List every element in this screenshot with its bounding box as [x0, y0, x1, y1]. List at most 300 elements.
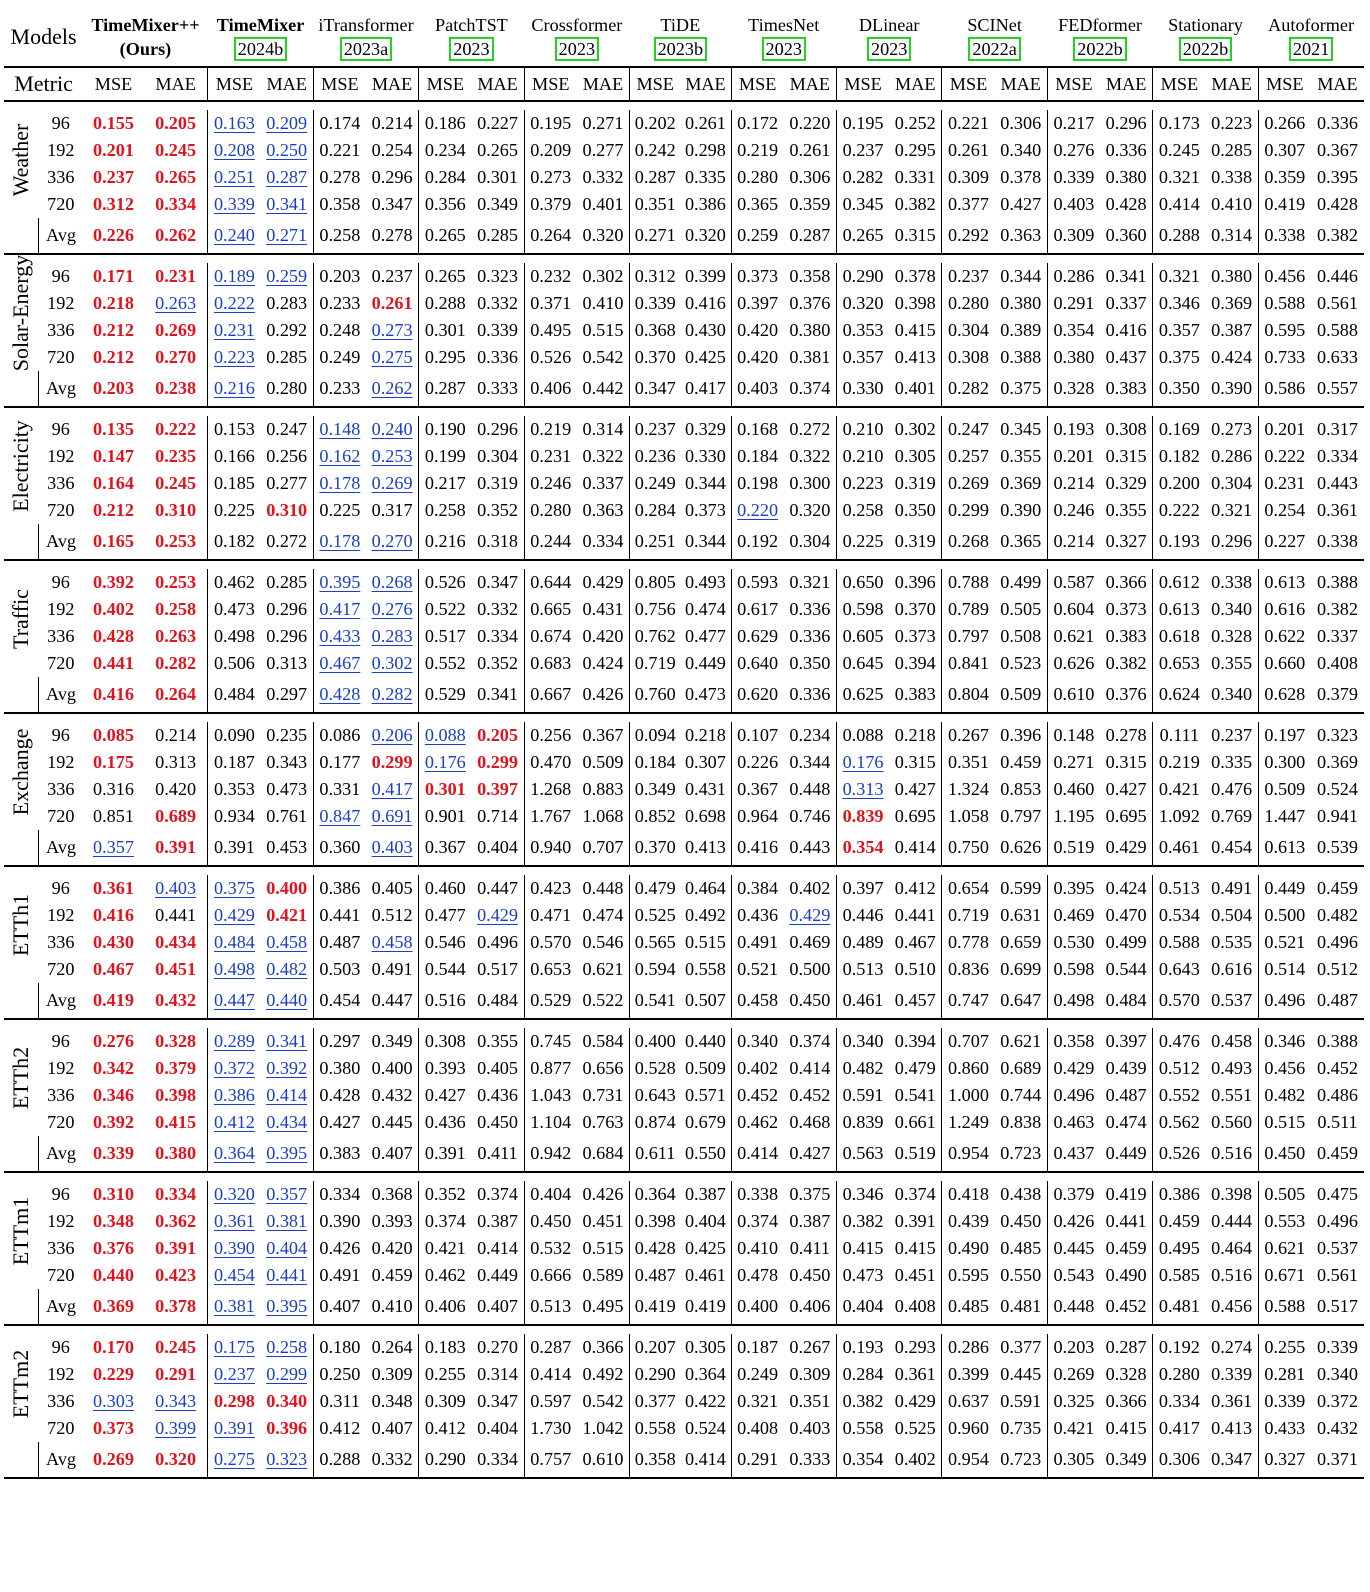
value-cell	[83, 290, 144, 317]
second-best-value: 0.847	[319, 806, 361, 826]
value: 0.382	[842, 1391, 884, 1411]
second-best-value: 0.162	[319, 446, 361, 466]
value: 0.290	[634, 1364, 676, 1384]
value-cell	[83, 1208, 144, 1235]
value-cell	[630, 929, 681, 956]
second-best-value: 0.381	[266, 1211, 308, 1231]
value-cell	[524, 1388, 577, 1415]
second-best-value: 0.175	[213, 1337, 255, 1357]
value: 0.515	[684, 932, 726, 952]
value: 0.516	[424, 990, 466, 1010]
value-cell	[471, 776, 524, 803]
value-cell	[577, 623, 630, 650]
value-cell	[1258, 497, 1311, 524]
model-name: PatchTST	[435, 15, 508, 35]
value-cell	[680, 1136, 731, 1172]
value: 0.261	[684, 113, 726, 133]
value: 0.478	[737, 1265, 779, 1285]
value: 0.226	[737, 752, 779, 772]
value-cell	[784, 290, 837, 317]
value-cell	[313, 983, 366, 1019]
value-cell	[836, 1082, 889, 1109]
second-best-value: 0.429	[477, 905, 518, 925]
value-cell	[630, 110, 681, 137]
value-cell	[366, 191, 419, 218]
value-cell	[1311, 929, 1364, 956]
value-cell	[995, 623, 1048, 650]
value: 0.222	[1264, 446, 1306, 466]
value: 0.339	[1317, 1337, 1358, 1357]
value-cell	[889, 623, 942, 650]
value: 0.537	[1317, 1238, 1358, 1258]
model-citation[interactable]: 2021	[1289, 37, 1333, 61]
value: 0.671	[1264, 1265, 1306, 1285]
value: 0.421	[1158, 779, 1200, 799]
value-cell	[313, 1361, 366, 1388]
value: 0.805	[634, 572, 676, 592]
value-cell	[577, 1109, 630, 1136]
value-cell	[144, 137, 208, 164]
horizon-label: 192	[47, 752, 75, 772]
value: 0.413	[894, 347, 936, 367]
value: 0.290	[424, 1449, 466, 1469]
best-value: 0.226	[93, 225, 134, 245]
value-cell	[366, 164, 419, 191]
value-cell	[836, 263, 889, 290]
value-cell	[784, 1235, 837, 1262]
data-row	[4, 902, 1364, 929]
best-value: 0.373	[93, 1418, 134, 1438]
value: 0.415	[842, 1238, 884, 1258]
value: 0.222	[1158, 500, 1200, 520]
best-value: 0.361	[93, 878, 134, 898]
model-citation[interactable]: 2023a	[340, 37, 392, 61]
value-cell	[1205, 317, 1258, 344]
value-cell	[836, 524, 889, 560]
value: 0.319	[894, 531, 936, 551]
value: 1.043	[530, 1085, 572, 1105]
value-cell	[577, 1055, 630, 1082]
value-cell	[83, 1388, 144, 1415]
model-name: DLinear	[858, 15, 920, 35]
value-cell	[313, 110, 366, 137]
value: 0.450	[530, 1211, 572, 1231]
avg-label-cell	[38, 1442, 83, 1478]
value-cell	[942, 1109, 995, 1136]
value-cell	[1311, 317, 1364, 344]
horizon-label: 192	[47, 446, 75, 466]
second-best-value: 0.343	[155, 1391, 197, 1411]
value-cell	[1047, 776, 1100, 803]
value-cell	[731, 983, 784, 1019]
value: 0.357	[1158, 320, 1200, 340]
spacer-row	[4, 1325, 1364, 1334]
value: 0.255	[424, 1364, 466, 1384]
model-citation[interactable]: 2023	[867, 37, 911, 61]
value-cell	[836, 875, 889, 902]
value-cell	[471, 956, 524, 983]
value-cell	[836, 1262, 889, 1289]
value: 0.177	[319, 752, 361, 772]
value-cell	[1153, 1235, 1206, 1262]
value: 0.414	[477, 1238, 518, 1258]
best-value: 0.238	[155, 378, 197, 398]
value-cell	[942, 677, 995, 713]
value: 0.219	[530, 419, 572, 439]
value-cell	[261, 623, 314, 650]
value-cell	[630, 497, 681, 524]
value-cell	[630, 1136, 681, 1172]
value-cell	[1100, 470, 1153, 497]
value: 0.287	[530, 1337, 572, 1357]
value: 0.484	[477, 990, 518, 1010]
horizon-label: 720	[47, 1418, 75, 1438]
avg-left-spacer	[4, 524, 38, 560]
value-cell	[995, 929, 1048, 956]
value-cell	[524, 443, 577, 470]
value-cell	[83, 875, 144, 902]
value-cell	[366, 137, 419, 164]
value: 0.598	[1053, 959, 1095, 979]
avg-label: Avg	[46, 1143, 77, 1163]
value-cell	[1311, 956, 1364, 983]
value-cell	[261, 137, 314, 164]
value: 0.418	[948, 1184, 989, 1204]
value-cell	[836, 218, 889, 254]
value: 0.321	[737, 1391, 779, 1411]
value-cell	[1047, 1262, 1100, 1289]
value-cell	[419, 1442, 472, 1478]
value: 0.183	[424, 1337, 466, 1357]
value: 0.463	[1053, 1112, 1095, 1132]
value-cell	[366, 290, 419, 317]
value-cell	[1047, 1109, 1100, 1136]
value: 0.525	[634, 905, 676, 925]
value-cell	[524, 344, 577, 371]
value: 0.516	[1211, 1143, 1253, 1163]
value: 0.256	[266, 446, 308, 466]
mae-label: MAE	[895, 73, 936, 94]
horizon-label: 720	[47, 653, 75, 673]
value-cell	[680, 1334, 731, 1361]
best-value: 0.434	[155, 932, 197, 952]
best-value: 0.310	[93, 1184, 134, 1204]
value-cell	[1311, 749, 1364, 776]
value-cell	[1153, 1055, 1206, 1082]
value: 0.428	[634, 1238, 676, 1258]
value-cell	[83, 371, 144, 407]
value: 0.394	[894, 653, 936, 673]
value: 0.407	[371, 1143, 413, 1163]
data-row	[4, 596, 1364, 623]
value: 0.375	[1158, 347, 1200, 367]
value: 0.377	[1000, 1337, 1042, 1357]
value-cell	[995, 875, 1048, 902]
value-cell	[630, 722, 681, 749]
value-cell	[1153, 137, 1206, 164]
value: 0.328	[1211, 626, 1253, 646]
value-cell	[471, 1109, 524, 1136]
value-cell	[144, 344, 208, 371]
value: 0.406	[424, 1296, 466, 1316]
value: 0.308	[424, 1031, 466, 1051]
value-cell	[208, 983, 261, 1019]
value-cell	[1100, 650, 1153, 677]
horizon-label: 720	[47, 959, 75, 979]
value-cell	[680, 650, 731, 677]
value-cell	[313, 776, 366, 803]
value: 1.324	[948, 779, 989, 799]
value: 0.382	[1317, 225, 1358, 245]
value-cell	[1100, 191, 1153, 218]
mae-label: MAE	[371, 73, 413, 94]
mse-label: MSE	[738, 73, 777, 94]
value: 0.396	[894, 572, 936, 592]
value: 0.436	[737, 905, 779, 925]
value-cell	[471, 1082, 524, 1109]
value: 0.510	[894, 959, 936, 979]
models-header-label	[4, 8, 83, 67]
value: 0.361	[894, 1364, 936, 1384]
value-cell	[208, 1235, 261, 1262]
value: 0.683	[530, 653, 572, 673]
value-cell	[83, 1181, 144, 1208]
value: 0.406	[530, 378, 572, 398]
value: 0.180	[319, 1337, 361, 1357]
model-citation[interactable]: 2022a	[968, 37, 1020, 61]
second-best-value: 0.323	[266, 1449, 308, 1469]
horizon-cell	[38, 596, 83, 623]
value: 0.318	[477, 531, 518, 551]
value: 0.336	[789, 684, 831, 704]
value: 1.730	[530, 1418, 572, 1438]
value: 0.317	[371, 500, 413, 520]
model-citation[interactable]: 2023	[762, 37, 806, 61]
value-cell	[942, 470, 995, 497]
value-cell	[261, 1028, 314, 1055]
horizon-cell	[38, 803, 83, 830]
value-cell	[524, 1136, 577, 1172]
value-cell	[680, 497, 731, 524]
value: 0.349	[371, 1031, 413, 1051]
model-name-wrap	[630, 13, 731, 37]
best-value: 0.423	[155, 1265, 197, 1285]
value: 0.334	[477, 626, 518, 646]
value: 1.104	[530, 1112, 572, 1132]
value-cell	[1258, 1028, 1311, 1055]
best-value: 0.392	[93, 572, 134, 592]
best-value: 0.415	[155, 1112, 197, 1132]
value-cell	[731, 137, 784, 164]
value-cell	[1100, 290, 1153, 317]
value-cell	[942, 722, 995, 749]
value-cell	[680, 137, 731, 164]
value: 0.364	[634, 1184, 676, 1204]
value-cell	[1047, 110, 1100, 137]
value-cell	[577, 344, 630, 371]
value-cell	[836, 1235, 889, 1262]
results-table	[4, 8, 1364, 1479]
best-value: 0.203	[93, 378, 134, 398]
value-cell	[144, 1361, 208, 1388]
second-best-value: 0.357	[93, 837, 134, 857]
value-cell	[83, 722, 144, 749]
value: 1.268	[530, 779, 572, 799]
value: 0.517	[1317, 1296, 1358, 1316]
value: 0.306	[1158, 1449, 1200, 1469]
value-cell	[889, 569, 942, 596]
value-cell	[144, 191, 208, 218]
value-cell	[1311, 1442, 1364, 1478]
second-best-value: 0.189	[213, 266, 255, 286]
model-citation[interactable]: 2023	[555, 37, 599, 61]
model-citation-wrap	[524, 37, 629, 61]
best-value: 0.432	[155, 990, 197, 1010]
best-value: 0.205	[477, 725, 518, 745]
value: 0.277	[266, 473, 308, 493]
value: 0.273	[1211, 419, 1253, 439]
second-best-value: 0.498	[213, 959, 255, 979]
value-cell	[524, 470, 577, 497]
value-cell	[366, 875, 419, 902]
value: 0.427	[894, 779, 936, 799]
value: 0.305	[1053, 1449, 1095, 1469]
value-cell	[1205, 497, 1258, 524]
value: 0.363	[1000, 225, 1042, 245]
value-cell	[471, 929, 524, 956]
value: 0.519	[894, 1143, 936, 1163]
value: 0.415	[894, 1238, 936, 1258]
value-cell	[524, 776, 577, 803]
value-cell	[419, 1208, 472, 1235]
value: 0.381	[789, 347, 831, 367]
value: 0.386	[319, 878, 361, 898]
avg-label-cell	[38, 1289, 83, 1325]
value-cell	[942, 1136, 995, 1172]
second-best-value: 0.240	[213, 225, 255, 245]
mae-label: MAE	[155, 73, 196, 94]
value-cell	[524, 218, 577, 254]
value: 0.346	[1264, 1031, 1306, 1051]
value-cell	[630, 596, 681, 623]
value: 0.591	[842, 1085, 884, 1105]
value-cell	[208, 470, 261, 497]
model-citation[interactable]: 2022b	[1179, 37, 1232, 61]
value: 0.249	[319, 347, 361, 367]
value-cell	[680, 371, 731, 407]
value: 0.517	[424, 626, 466, 646]
value-cell	[680, 524, 731, 560]
value: 0.366	[1105, 572, 1147, 592]
value-cell	[313, 1262, 366, 1289]
value: 0.344	[684, 531, 726, 551]
value: 0.558	[684, 959, 726, 979]
value: 0.441	[319, 905, 361, 925]
best-value: 0.328	[155, 1031, 197, 1051]
value-cell	[261, 371, 314, 407]
value-cell	[1205, 875, 1258, 902]
value-cell	[1047, 983, 1100, 1019]
value-cell	[784, 1442, 837, 1478]
value-cell	[680, 218, 731, 254]
value-cell	[836, 1388, 889, 1415]
value: 0.336	[789, 626, 831, 646]
model-citation[interactable]: 2023b	[654, 37, 707, 61]
value: 0.550	[684, 1143, 726, 1163]
value: 0.286	[1211, 446, 1253, 466]
value-cell	[1258, 263, 1311, 290]
value: 0.450	[477, 1112, 518, 1132]
value-cell	[680, 110, 731, 137]
value-cell	[366, 1181, 419, 1208]
value-cell	[471, 218, 524, 254]
value: 0.431	[684, 779, 726, 799]
value: 0.282	[842, 167, 884, 187]
model-citation[interactable]: 2024b	[234, 37, 287, 61]
model-citation[interactable]: 2023	[449, 37, 493, 61]
value-cell	[630, 470, 681, 497]
value: 0.341	[1105, 266, 1147, 286]
value: 0.487	[634, 1265, 676, 1285]
value-cell	[1311, 263, 1364, 290]
value: 0.233	[319, 293, 361, 313]
value: 0.509	[1264, 779, 1306, 799]
avg-left-spacer	[4, 1289, 38, 1325]
value: 0.193	[842, 1337, 884, 1357]
horizon-cell	[38, 1208, 83, 1235]
value: 0.386	[684, 194, 726, 214]
mse-label: MSE	[532, 73, 570, 94]
value-cell	[83, 623, 144, 650]
value: 0.340	[1211, 599, 1253, 619]
value: 0.334	[1158, 1391, 1200, 1411]
value-cell	[1205, 416, 1258, 443]
value: 0.352	[477, 653, 518, 673]
value: 0.231	[1264, 473, 1306, 493]
value-cell	[630, 263, 681, 290]
value-cell	[208, 1361, 261, 1388]
value-cell	[889, 929, 942, 956]
horizon-cell	[38, 623, 83, 650]
second-best-value: 0.391	[213, 1418, 255, 1438]
value-cell	[1100, 263, 1153, 290]
value-cell	[366, 677, 419, 713]
data-row	[4, 1208, 1364, 1235]
value: 0.380	[1000, 293, 1042, 313]
value: 0.448	[582, 878, 624, 898]
avg-row	[4, 1136, 1364, 1172]
value-cell	[942, 497, 995, 524]
value-cell	[1311, 1334, 1364, 1361]
value: 0.428	[1105, 194, 1147, 214]
value-cell	[1311, 416, 1364, 443]
value-cell	[1047, 1181, 1100, 1208]
value: 0.456	[1264, 266, 1306, 286]
value: 0.432	[371, 1085, 413, 1105]
value: 0.473	[684, 684, 726, 704]
model-citation[interactable]: 2022b	[1073, 37, 1126, 61]
value: 0.420	[155, 779, 197, 799]
value: 0.389	[1000, 320, 1042, 340]
horizon-cell	[38, 110, 83, 137]
value: 0.218	[894, 725, 936, 745]
value: 0.361	[1317, 500, 1358, 520]
model-name-wrap	[419, 13, 524, 37]
mae-label: MAE	[477, 73, 518, 94]
value: 0.761	[266, 806, 308, 826]
second-best-value: 0.208	[213, 140, 255, 160]
avg-label-cell	[38, 983, 83, 1019]
